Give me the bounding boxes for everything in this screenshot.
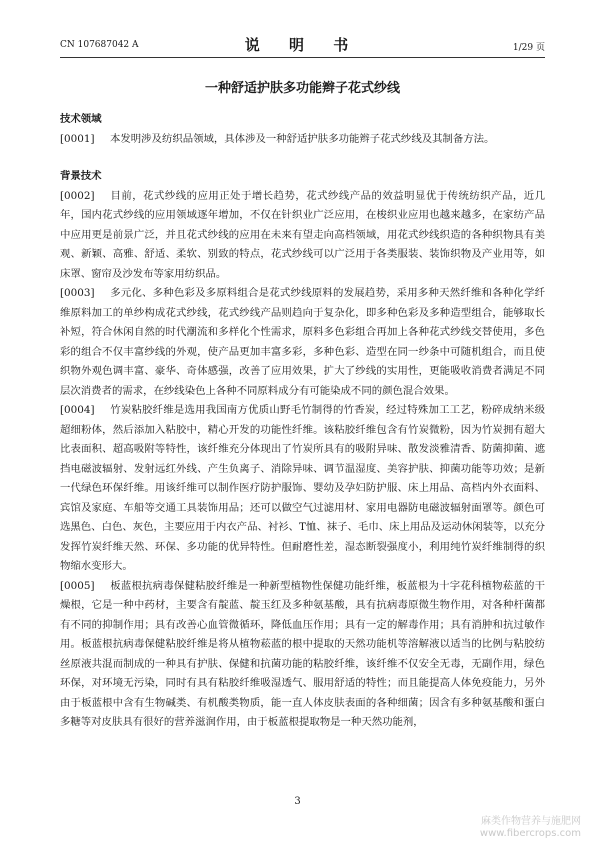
paragraph-text: 目前，花式纱线的应用正处于增长趋势，花式纱线产品的效益明显优于传统纺织产品，近几年，国内花式纱线的应用领域逐年增加，不仅在针织业广泛应用，在梭织业应用也越来越多，在家纺产品中应用更是前景广泛，并且花式纱线的应用在未来有望走向高档领域，用花式纱线织造的各种织物具有美观、新颖、高雅、舒适、柔软、别致的特点，花式纱线可以广泛用于各类服装、装饰织物及产业用等，如床罩、窗帘及沙发布等家用纺织品。 — [60, 189, 545, 280]
paragraph-number: [0003] — [60, 287, 95, 299]
watermark-line-1: 麻类作物营养与施肥网 — [481, 816, 581, 827]
paragraph — [60, 401, 545, 577]
header-rule — [60, 57, 545, 58]
section-heading-field: 技术领域 — [60, 113, 102, 125]
section-heading-background: 背景技术 — [60, 170, 102, 182]
paragraph-number: [0002] — [60, 189, 95, 202]
paragraph-number: [0001] — [60, 132, 95, 145]
paragraph-text: 竹炭粘胶纤维是选用我国南方优质山野毛竹制得的竹香炭，经过特殊加工工艺，粉碎成纳米级超细粉体，然后添加入粘胶中，精心开发的功能性纤维。该粘胶纤维包含有竹炭微粉，因为竹炭拥有超大比表面积、超高吸附等特性，该纤维充分体现出了竹炭所具有的吸附异味、散发淡雅清香、防菌抑菌、遮挡电磁波辐射、发射远红外线、产生负离子、消除异味、调节温湿度、美容护肤、抑菌功能等功效；是新一代绿色环保纤维。用该纤维可以制作医疗防护服饰、婴幼及孕妇防护服、床上用品、高档内外衣面料、宾馆及家庭、车船等交通工具装饰用品；还可以做空气过滤用材、家用电器防电磁波辐射面罩等。颜色可选黑色、白色、灰色，主要应用于内衣产品、衬衫、T恤、袜子、毛巾、床上用品及运动休闲装等，以充分发挥竹炭纤维天然、环保、多功能的优异特性。但耐磨性差，湿态断裂强度小，利用纯竹炭纤维制得的织物缩水变形大。 — [60, 404, 545, 572]
document-body — [60, 110, 545, 733]
paragraph — [60, 187, 545, 285]
document-type: 说 明 书 — [244, 36, 361, 54]
paragraph-text: 多元化、多种色彩及多原料组合是花式纱线原料的发展趋势，采用多种天然纤维和各种化学纤维原料加工的单纱构成花式纱线，花式纱线产品则趋向于复杂化，即多种色彩及多种造型组合，能够取长补短，符合休闲自然的时代潮流和多样化个性需求，原料多色彩组合再加上各种花式纱线交替使用，多色彩的组合不仅丰富纱线的外观，使产品更加丰富多彩，多种色彩、造型在同一纱条中可随机组合，而且使织物外观色调丰富、豪华、奇体感强，改善了应用效果，扩大了纱线的实用性，更能吸收消费者满足不同层次消费者的需求，在纱线染色上各种不同原料成分有可能染成不同的颜色混合效果。 — [60, 287, 545, 397]
paragraph — [60, 577, 545, 733]
paragraph-number: [0005] — [60, 579, 95, 592]
paragraph-text: 本发明涉及纺织品领域，具体涉及一种舒适护肤多功能辫子花式纱线及其制备方法。 — [110, 132, 495, 145]
page-header — [60, 36, 545, 54]
paragraph — [60, 284, 545, 401]
paragraph — [60, 130, 545, 150]
page-indicator: 1/29 页 — [512, 43, 545, 53]
page-number: 3 — [294, 796, 301, 807]
publication-number: CN 107687042 A — [60, 40, 139, 50]
paragraph-number: [0004] — [60, 404, 95, 416]
watermark-line-2: www.fibercrops.com — [479, 828, 581, 839]
document-title: 一种舒适护肤多功能辫子花式纱线 — [204, 81, 400, 96]
paragraph-text: 板蓝根抗病毒保健粘胶纤维是一种新型植物性保健功能纤维，板蓝根为十字花科植物菘蓝的干燥根，它是一种中药材，主要含有靛蓝、靛玉红及多种氨基酸，具有抗病毒原微生物作用，对各种杆菌都有不同的抑制作用；具有改善心血管微循环，降低血压作用；具有一定的解毒作用；具有消肿和抗过敏作用。板蓝根抗病毒保健粘胶纤维是将从植物菘蓝的根中提取的天然功能机等溶解液以适当的比例与粘胶纺丝原液共混而制成的一种具有护肤、保健和抗菌功能的粘胶纤维，该纤维不仅安全无毒，无副作用，绿色环保，对环境无污染，同时有具有粘胶纤维吸湿透气、服用舒适的特性；而且能提高人体免疫能力，另外由于板蓝根中含有生物碱类、有机酸类物质，能一直人体皮肤表面的各种细菌；因含有多种氨基酸和蛋白多糖等对皮肤具有很好的营养滋润作用，由于板蓝根提取物是一种天然功能剂， — [60, 579, 545, 728]
watermark — [480, 816, 581, 840]
